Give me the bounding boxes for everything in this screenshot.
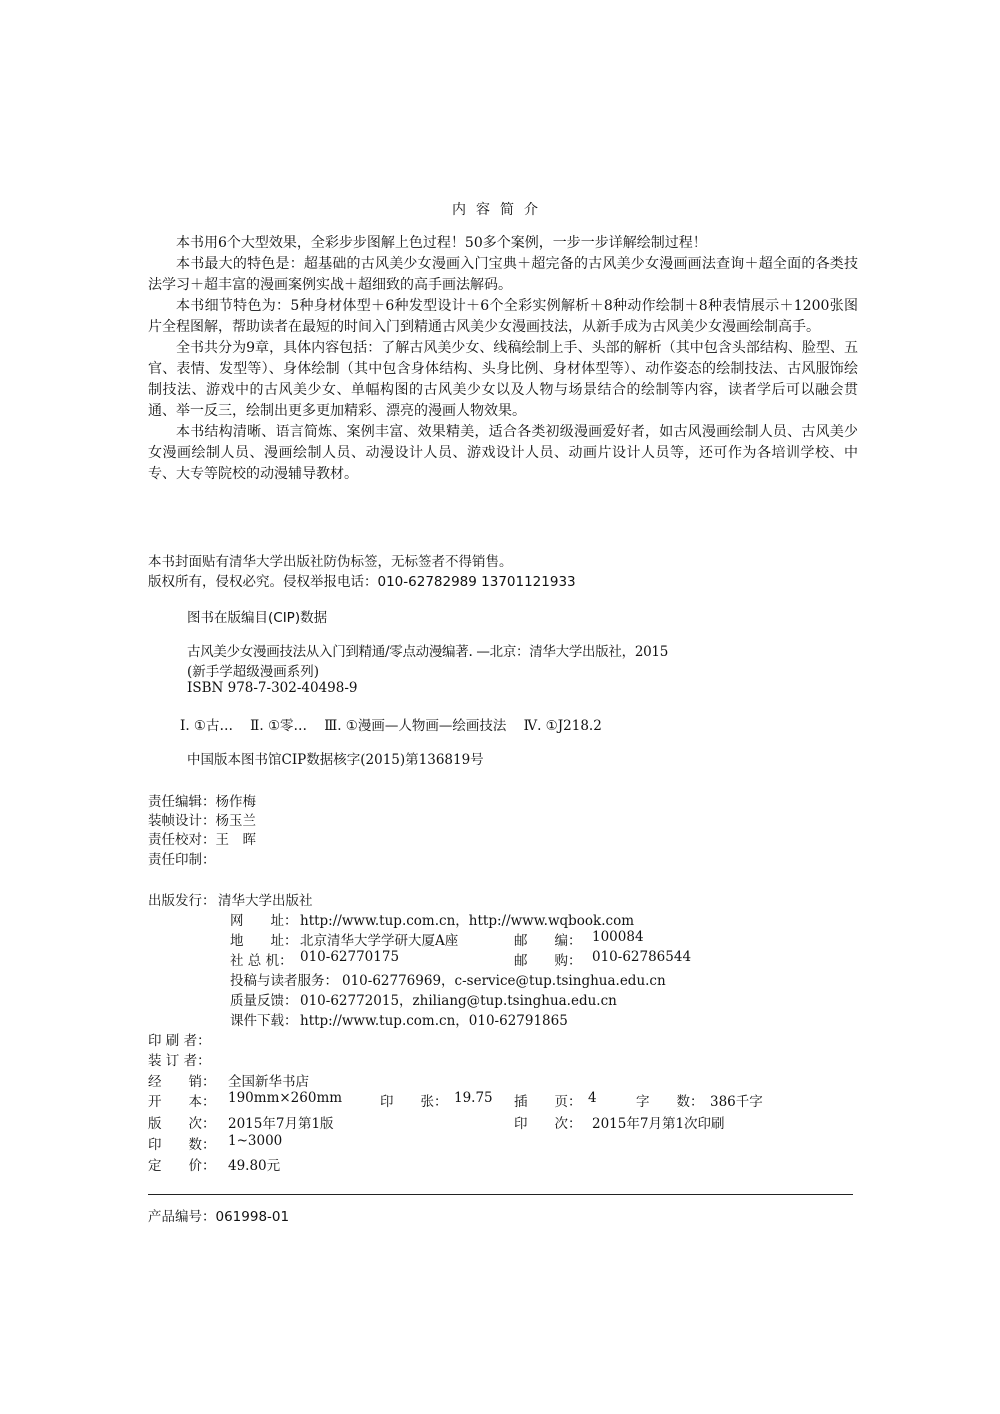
switchboard-value: 010-62770175 (300, 949, 400, 965)
intro-paragraph-2: 本书最大的特色是：超基础的古风美少女漫画入门宝典＋超完备的古风美少女漫画画法查询＋超全面的各类技法学习＋超丰富的漫画案例实战＋超细致的高手画法解码。 (148, 256, 858, 293)
format-label: 开 本： (148, 1094, 216, 1110)
impression-value: 2015年7月第1次印刷 (592, 1116, 725, 1132)
postcode-value: 100084 (592, 929, 644, 945)
publisher-label: 出版发行： (148, 893, 216, 909)
edition-label: 版 次： (148, 1116, 216, 1132)
intro-paragraph-3: 本书细节特色为：5种身材体型＋6种发型设计＋6个全彩实例解析＋8种动作绘制＋8种表情展示＋1200张图片全程图解，帮助读者在最短的时间入门到精通古风美少女漫画技法，从新手成为古风美少女漫画绘制高手。 (148, 298, 858, 335)
designer: 装帧设计：杨玉兰 (148, 813, 256, 829)
download-label: 课件下载： (230, 1013, 298, 1029)
print-supervisor: 责任印制： (148, 852, 216, 868)
intro-paragraph-4: 全书共分为9章，具体内容包括：了解古风美少女、线稿绘制上手、头部的解析（其中包含头部结构、脸型、五官、表情、发型等）、身体绘制（其中包含身体结构、头身比例、身材体型等）、动作姿态的绘制技法、古风服饰绘制技法、游戏中的古风美少女、单幅构图的古风美少女以及人物与场景结合的绘制等内容，读者学后可以融会贯通、举一反三，绘制出更多更加精彩、漂亮的漫画人物效果。 (148, 340, 858, 419)
print-run-value: 1~3000 (228, 1133, 283, 1149)
website-label: 网 址： (230, 913, 298, 929)
cip-citation: 古风美少女漫画技法从入门到精通/零点动漫编著. —北京：清华大学出版社，2015 (187, 644, 668, 660)
footer-divider (148, 1194, 853, 1195)
sheets-label: 印 张： (380, 1094, 448, 1110)
intro-paragraph-1: 本书用6个大型效果，全彩步步图解上色过程！50多个案例，一步一步详解绘制过程！ (176, 235, 707, 251)
postcode-label: 邮 编： (514, 933, 582, 949)
cip-series: (新手学超级漫画系列) (187, 664, 320, 680)
price-value: 49.80元 (228, 1158, 281, 1174)
publisher-name: 清华大学出版社 (218, 893, 313, 909)
cip-number: 中国版本图书馆CIP数据核字(2015)第136819号 (187, 752, 484, 768)
distributor-label: 经 销： (148, 1074, 216, 1090)
intro-body (148, 233, 858, 485)
download-value: http://www.tup.com.cn，010-62791865 (300, 1013, 568, 1029)
cip-classification: Ⅰ. ①古… Ⅱ. ①零… Ⅲ. ①漫画—人物画—绘画技法 Ⅳ. ①J218.2 (180, 718, 602, 734)
quality-value: 010-62772015，zhiliang@tup.tsinghua.edu.cn (300, 993, 617, 1009)
address-value: 北京清华大学学研大厦A座 (300, 933, 459, 949)
mail-order-value: 010-62786544 (592, 949, 692, 965)
plates-value: 4 (588, 1090, 597, 1106)
cip-isbn: ISBN 978-7-302-40498-9 (187, 680, 358, 696)
quality-label: 质量反馈： (230, 993, 298, 1009)
intro-title: 内容简介 (452, 202, 548, 218)
product-number: 产品编号：061998-01 (148, 1209, 290, 1225)
cip-heading: 图书在版编目(CIP)数据 (187, 610, 328, 626)
switchboard-label: 社 总 机： (230, 953, 293, 969)
reader-service-label: 投稿与读者服务： (230, 973, 338, 989)
proofreader: 责任校对：王 晖 (148, 832, 256, 848)
distributor-value: 全国新华书店 (228, 1074, 309, 1090)
format-value: 190mm×260mm (228, 1090, 343, 1106)
price-label: 定 价： (148, 1158, 216, 1174)
sheets-value: 19.75 (454, 1090, 493, 1106)
address-label: 地 址： (230, 933, 298, 949)
binder-label: 装 订 者： (148, 1053, 211, 1069)
editor: 责任编辑：杨作梅 (148, 794, 256, 810)
intro-paragraph-5: 本书结构清晰、语言简炼、案例丰富、效果精美，适合各类初级漫画爱好者，如古风漫画绘制人员、古风美少女漫画绘制人员、漫画绘制人员、动漫设计人员、游戏设计人员、动画片设计人员等，还可作为各培训学校、中专、大专等院校的动漫辅导教材。 (148, 424, 858, 482)
plates-label: 插 页： (514, 1094, 582, 1110)
website-value: http://www.tup.com.cn，http://www.wqbook.com (300, 913, 635, 929)
anti-counterfeit-notice: 本书封面贴有清华大学出版社防伪标签，无标签者不得销售。 (148, 554, 513, 570)
words-value: 386千字 (710, 1094, 763, 1110)
words-label: 字 数： (636, 1094, 704, 1110)
copyright-notice: 版权所有，侵权必究。侵权举报电话：010-62782989 13701121933 (148, 574, 576, 590)
impression-label: 印 次： (514, 1116, 582, 1132)
edition-value: 2015年7月第1版 (228, 1116, 334, 1132)
print-run-label: 印 数： (148, 1137, 216, 1153)
reader-service-value: 010-62776969，c-service@tup.tsinghua.edu.cn (342, 973, 666, 989)
mail-order-label: 邮 购： (514, 953, 582, 969)
printer-label: 印 刷 者： (148, 1033, 211, 1049)
